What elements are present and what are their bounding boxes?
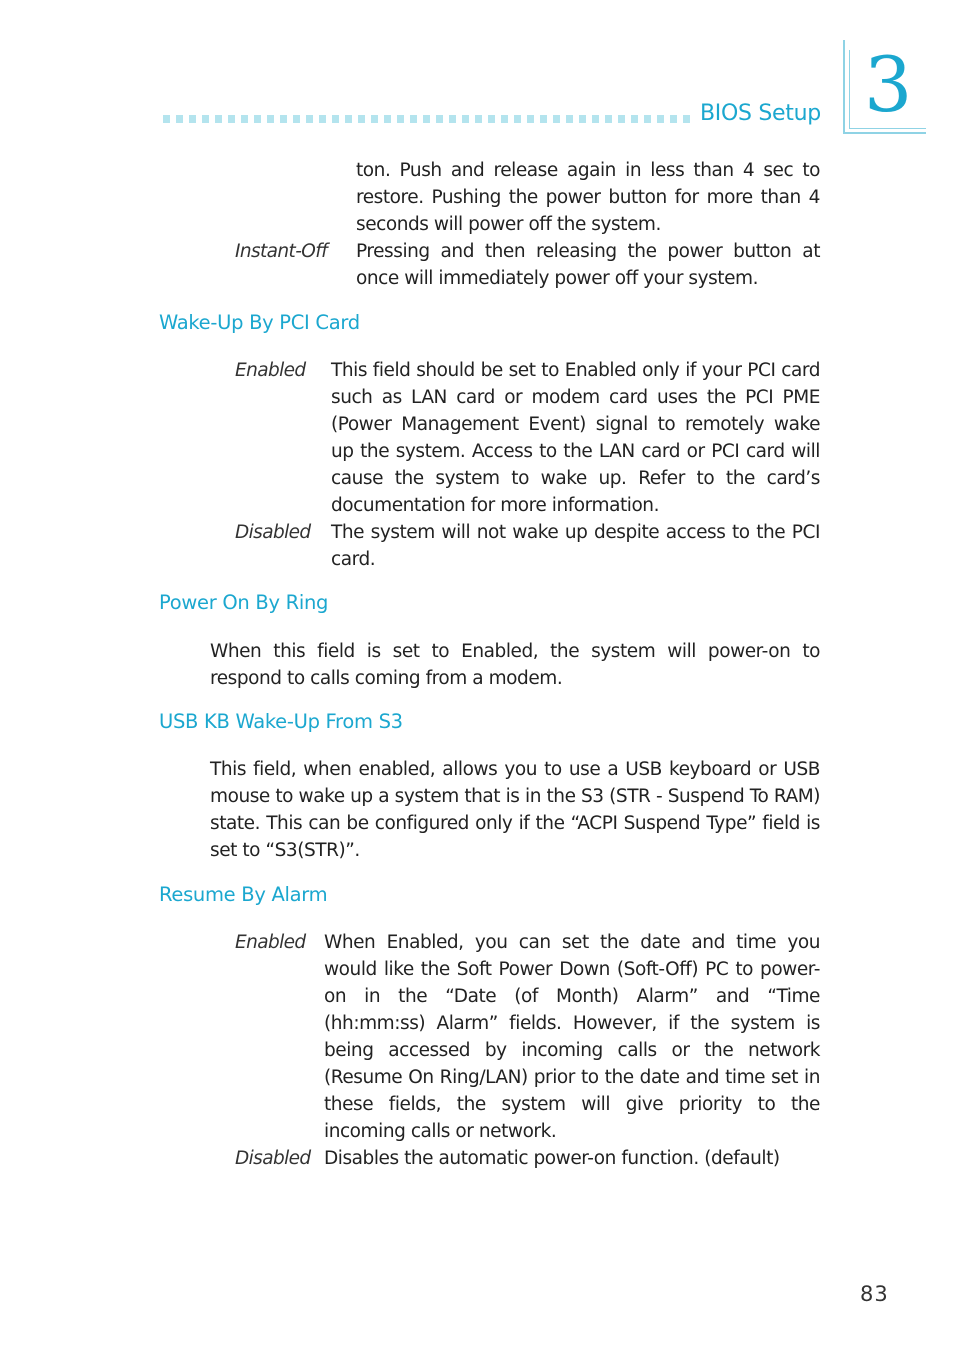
option-term-disabled: Disabled: [235, 1148, 311, 1169]
option-desc-enabled: When Enabled, you can set the date and time you would like the Soft Power Down (Soft-Off) PC to power-on in the “Date (of Month) Alarm” and “Time (hh:mm:ss) Alarm” fields. However, if the system is being accessed by incoming calls or the network (Resume On Ring/LAN) prior to the date and time set in these fields, the system will give priority to the incoming calls or network.: [324, 932, 820, 1142]
section-heading-usb-kb: USB KB Wake-Up From S3: [159, 710, 403, 733]
section-heading-resume-alarm: Resume By Alarm: [159, 883, 328, 906]
option-desc-instant-off: Pressing and then releasing the power button at once will immediately power off your system.: [356, 241, 820, 289]
page-number: 83: [860, 1282, 889, 1306]
option-term-enabled: Enabled: [235, 932, 306, 953]
option-term-instant-off: Instant-Off: [235, 241, 328, 262]
continuation-paragraph: ton. Push and release again in less than 4 sec to restore. Pushing the power button for more than 4 seconds will power off the system.: [356, 160, 820, 235]
section-heading-wake-pci: Wake-Up By PCI Card: [159, 311, 360, 334]
option-term-enabled: Enabled: [235, 360, 306, 381]
section-paragraph-usb-kb: This field, when enabled, allows you to use a USB keyboard or USB mouse to wake up a system that is in the S3 (STR - Suspend To RAM) state. This can be configured only if the “ACPI Suspend Type” field is set to “S3(STR)”.: [210, 759, 820, 861]
option-desc-disabled: The system will not wake up despite access to the PCI card.: [331, 522, 820, 570]
header-dotted-rule: [163, 115, 690, 123]
option-desc-disabled: Disables the automatic power-on function. (default): [324, 1148, 780, 1169]
option-term-disabled: Disabled: [235, 522, 311, 543]
section-paragraph-power-ring: When this field is set to Enabled, the system will power-on to respond to calls coming from a modem.: [210, 641, 820, 689]
running-header-title: BIOS Setup: [700, 101, 821, 126]
option-desc-enabled: This field should be set to Enabled only if your PCI card such as LAN card or modem card uses the PCI PME (Power Management Event) signal to remotely wake up the system. Access to the LAN card or PCI card will cause the system to wake up. Refer to the card’s documentation for more information.: [331, 360, 820, 516]
chapter-number: 3: [864, 40, 913, 129]
section-heading-power-ring: Power On By Ring: [159, 591, 329, 614]
